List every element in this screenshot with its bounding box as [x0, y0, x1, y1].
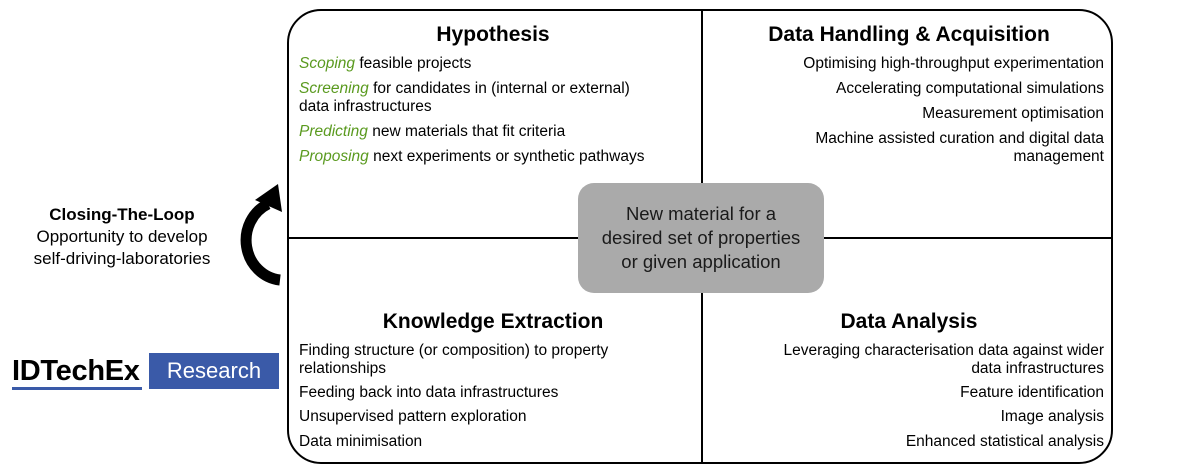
hypothesis-keyword: Proposing: [299, 148, 369, 165]
data-handling-item: management: [1013, 148, 1104, 165]
data-handling-item: Optimising high-throughput experimentation: [803, 55, 1104, 72]
hypothesis-item: [299, 80, 630, 116]
center-line: New material for a: [625, 203, 777, 224]
analysis-item: Image analysis: [1000, 408, 1104, 425]
center-line: desired set of properties: [601, 227, 801, 248]
hypothesis-item: [299, 123, 565, 141]
logo-underline: [12, 387, 142, 390]
logo-brand: IDTechEx: [12, 355, 140, 387]
hypothesis-item: [299, 55, 471, 73]
analysis-item: Enhanced statistical analysis: [905, 433, 1104, 450]
knowledge-item: Finding structure (or composition) to property: [299, 342, 609, 359]
hypothesis-text: feasible projects: [355, 55, 472, 72]
data-handling-item: Measurement optimisation: [922, 105, 1104, 122]
logo-research-badge: [149, 353, 279, 389]
knowledge-item: relationships: [299, 360, 387, 377]
data-handling-item: Accelerating computational simulations: [836, 80, 1104, 97]
hypothesis-text: new materials that fit criteria: [367, 123, 566, 140]
knowledge-item: Data minimisation: [299, 433, 423, 450]
analysis-item: data infrastructures: [971, 360, 1104, 377]
center-line: or given application: [621, 251, 781, 272]
hypothesis-text: data infrastructures: [299, 98, 432, 115]
knowledge-item: Feeding back into data infrastructures: [299, 384, 559, 401]
closing-the-loop-label: [4, 204, 240, 270]
data-handling-title: Data Handling & Acquisition: [768, 23, 1050, 46]
loop-title: Closing-The-Loop: [49, 205, 195, 224]
analysis-item: Feature identification: [960, 384, 1104, 401]
analysis-title: Data Analysis: [840, 310, 978, 333]
hypothesis-title: Hypothesis: [436, 23, 550, 46]
hypothesis-keyword: Screening: [299, 80, 369, 97]
loop-line: Opportunity to develop: [36, 227, 208, 246]
logo-tag: Research: [166, 358, 262, 383]
center-goal-box: [578, 183, 824, 293]
loop-line: self-driving-laboratories: [33, 249, 211, 268]
hypothesis-text: next experiments or synthetic pathways: [368, 148, 645, 165]
hypothesis-keyword: Scoping: [299, 55, 356, 72]
data-handling-item: Machine assisted curation and digital data: [815, 130, 1104, 147]
knowledge-title: Knowledge Extraction: [382, 310, 604, 333]
hypothesis-keyword: Predicting: [299, 123, 368, 140]
analysis-item: Leveraging characterisation data against wider: [783, 342, 1104, 359]
knowledge-item: Unsupervised pattern exploration: [299, 408, 527, 425]
hypothesis-text: for candidates in (internal or external): [368, 80, 630, 97]
hypothesis-item: [299, 148, 644, 166]
